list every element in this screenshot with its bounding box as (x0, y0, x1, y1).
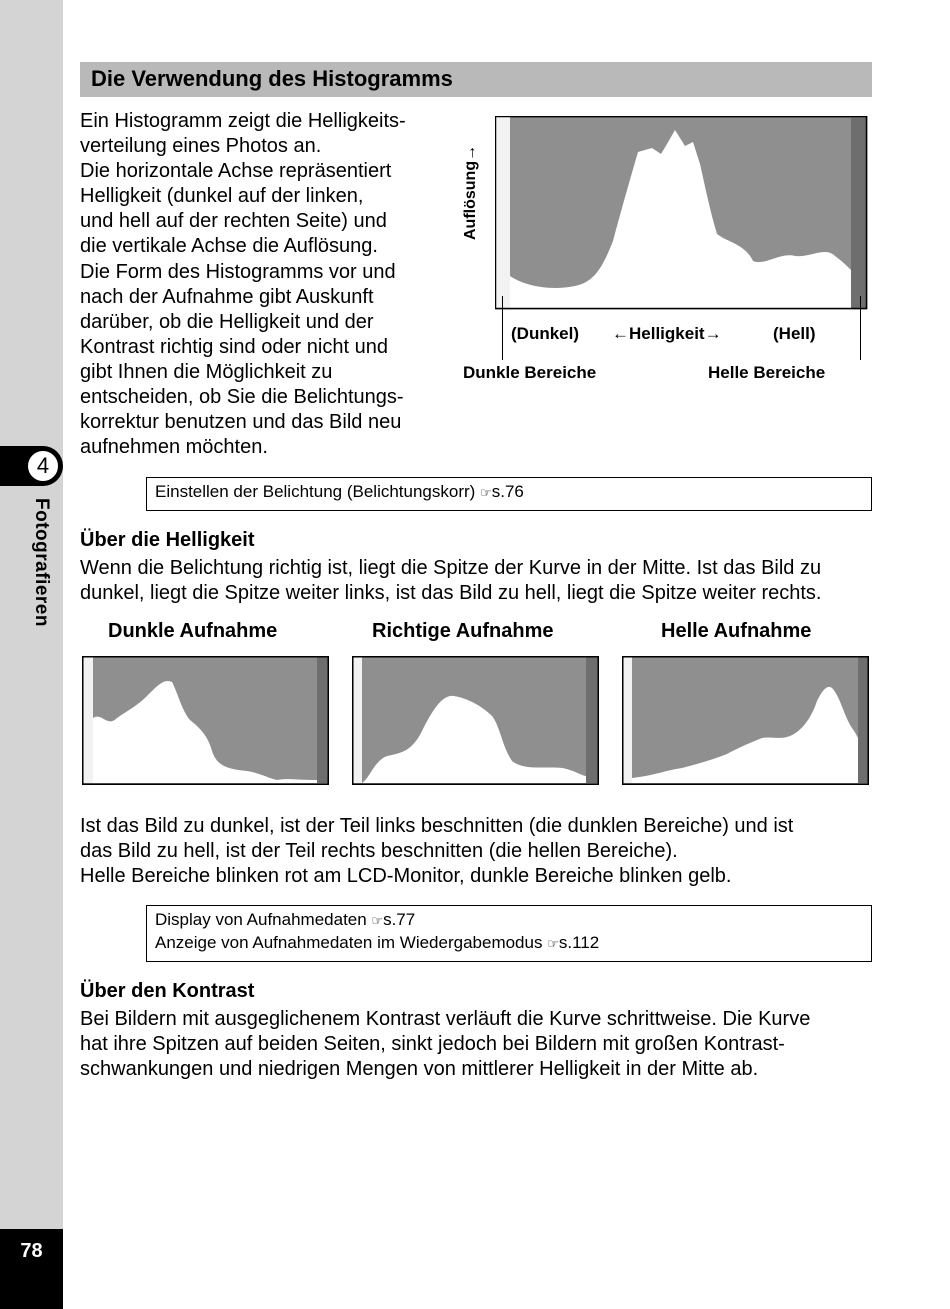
dark-pointer-line (502, 296, 503, 360)
light-pointer-line (860, 296, 861, 360)
y-axis-label: Auflösung→ (462, 144, 479, 240)
reference-text: Display von Aufnahmedaten (155, 910, 372, 929)
paragraph-line: Bei Bildern mit ausgeglichenem Kontrast verläuft die Kurve schrittweise. Die Kurve (80, 1008, 811, 1030)
chapter-number: 4 (26, 449, 60, 483)
light-clip-zone (851, 117, 866, 308)
main-histogram (495, 116, 868, 310)
intro-line: darüber, ob die Helligkeit und der (80, 310, 374, 333)
histogram-correct-exposure (352, 656, 599, 785)
contrast-text (80, 1007, 890, 1082)
reference-box (146, 905, 872, 962)
pointing-hand-icon: ☞ (371, 913, 384, 928)
example-title-correct: Richtige Aufnahme (372, 620, 554, 642)
intro-line: Ein Histogramm zeigt die Helligkeits- (80, 110, 406, 132)
example-title-light: Helle Aufnahme (661, 620, 812, 642)
intro-text (80, 109, 452, 460)
paragraph-line: das Bild zu hell, ist der Teil rechts beschnitten (die hellen Bereiche). (80, 840, 678, 863)
dark-label: (Dunkel) (511, 324, 579, 343)
light-areas-label: Helle Bereiche (708, 363, 826, 382)
brightness-heading: Über die Helligkeit (80, 529, 255, 551)
intro-line: Helligkeit (dunkel auf der linken, (80, 185, 364, 208)
paragraph-line: Helle Bereiche blinken rot am LCD-Monitor, dunkle Bereiche blinken gelb. (80, 865, 732, 888)
reference-text: Einstellen der Belichtung (Belichtungskorr) (155, 482, 481, 501)
paragraph-line: schwankungen und niedrigen Mengen von mittlerer Helligkeit in der Mitte ab. (80, 1058, 759, 1081)
intro-line: Die horizontale Achse repräsentiert (80, 160, 392, 183)
paragraph-line: Wenn die Belichtung richtig ist, liegt die Spitze der Kurve in der Mitte. Ist das Bild zu (80, 557, 822, 579)
reference-page[interactable]: s.112 (558, 933, 600, 952)
chapter-label: Fotografieren (31, 498, 52, 627)
histogram-dark-exposure (82, 656, 329, 785)
paragraph-line: dunkel, liegt die Spitze weiter links, ist das Bild zu hell, liegt die Spitze weiter rechts. (80, 582, 822, 605)
dark-clip-zone (496, 117, 510, 308)
intro-line: korrektur benutzen und das Bild neu (80, 411, 402, 434)
page-number: 78 (20, 1240, 43, 1262)
clipping-text (80, 814, 890, 889)
reference-page[interactable]: s.77 (383, 910, 416, 929)
intro-line: die vertikale Achse die Auflösung. (80, 235, 378, 258)
sidebar (0, 0, 63, 1309)
dark-areas-label: Dunkle Bereiche (463, 363, 597, 382)
intro-line: aufnehmen möchten. (80, 436, 268, 459)
pointing-hand-icon: ☞ (480, 485, 492, 500)
paragraph-line: Ist das Bild zu dunkel, ist der Teil links beschnitten (die dunklen Bereiche) und ist (80, 815, 794, 837)
reference-page[interactable]: s.76 (491, 482, 524, 501)
brightness-axis-label: ←Helligkeit→ (612, 324, 722, 343)
intro-line: verteilung eines Photos an. (80, 135, 322, 158)
contrast-heading: Über den Kontrast (80, 980, 255, 1002)
reference-text: Anzeige von Aufnahmedaten im Wiedergabemodus (155, 933, 548, 952)
intro-line: und hell auf der rechten Seite) und (80, 210, 387, 233)
light-label: (Hell) (773, 324, 816, 343)
intro-line: Die Form des Histogramms vor und (80, 260, 396, 283)
pointing-hand-icon: ☞ (547, 936, 559, 951)
reference-box (146, 477, 872, 511)
intro-line: gibt Ihnen die Möglichkeit zu (80, 360, 333, 383)
example-title-dark: Dunkle Aufnahme (108, 620, 278, 642)
histogram-light-exposure (622, 656, 869, 785)
section-title: Die Verwendung des Histogramms (91, 66, 453, 91)
intro-line: entscheiden, ob Sie die Belichtungs- (80, 386, 404, 409)
paragraph-line: hat ihre Spitzen auf beiden Seiten, sinkt jedoch bei Bildern mit großen Kontrast- (80, 1033, 785, 1056)
intro-line: nach der Aufnahme gibt Auskunft (80, 285, 374, 308)
intro-line: Kontrast richtig sind oder nicht und (80, 335, 388, 358)
brightness-text (80, 556, 890, 606)
